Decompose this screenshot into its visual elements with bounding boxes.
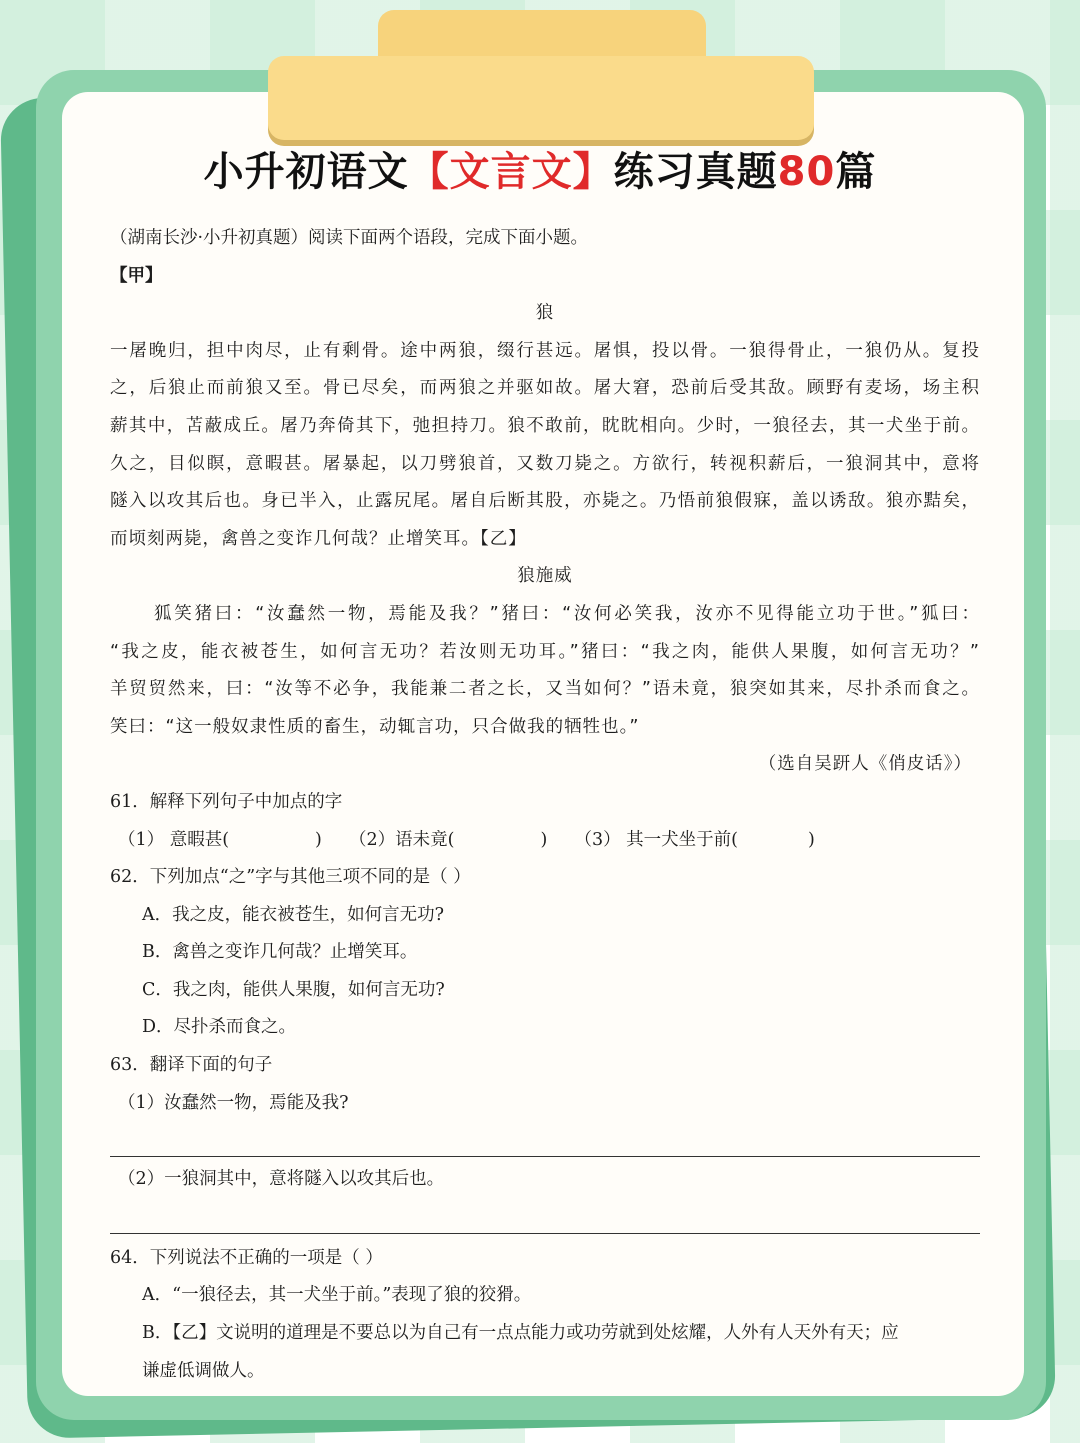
q62-option-b[interactable]: B．禽兽之变诈几何哉？止增笑耳。 <box>142 942 418 963</box>
q63-item1: （1）汝蠢然一物，焉能及我? <box>118 1092 349 1113</box>
q64-option-a[interactable]: A．“一狼径去，其一犬坐于前。”表现了狼的狡猾。 <box>142 1285 532 1306</box>
title-post: 篇 <box>835 149 877 195</box>
passage-a <box>110 295 980 558</box>
q62-stem: 62．下列加点“之”字与其他三项不同的是（ ） <box>110 867 471 888</box>
q61-item3-close: ) <box>808 829 815 850</box>
passage-a-line: 而顷刻两毙，禽兽之变诈几何哉？止增笑耳。【乙】 <box>110 528 527 549</box>
page-title <box>0 140 1080 197</box>
title-mid: 练习真题 <box>613 149 778 195</box>
q61-item1-close: ) <box>315 829 322 850</box>
passage-a-line: 之，后狼止而前狼又至。骨已尽矣，而两狼之并驱如故。屠大窘，恐前后受其敌。顾野有麦场，场主积 <box>110 378 980 399</box>
passage-b-line: 狐笑猪曰：“汝蠢然一物，焉能及我？”猪曰：“汝何必笑我，汝亦不见得能立功于世。”狐曰： <box>154 603 980 624</box>
q61-items <box>110 822 980 860</box>
title-highlight: 【文言文】 <box>408 149 614 195</box>
q63-item2: （2）一狼洞其中，意将隧入以攻其后也。 <box>118 1169 445 1190</box>
q64-stem: 64．下列说法不正确的一项是（ ） <box>110 1247 383 1268</box>
q63-answer-line-2[interactable] <box>110 1199 980 1234</box>
passage-b-line: “我之皮，能衣被苍生，如何言无功？若汝则无功耳。”猪曰：“我之肉，能供人果腹，如何言无功？” <box>110 641 980 662</box>
passage-a-line: 薪其中，苫蔽成丘。屠乃奔倚其下，弛担持刀。狼不敢前，眈眈相向。少时，一狼径去，其一犬坐于前。 <box>110 415 980 436</box>
intro-text: （湖南长沙·小升初真题）阅读下面两个语段，完成下面小题。 <box>110 228 589 248</box>
part-a-label: 【甲】 <box>110 265 163 286</box>
passage-a-title: 狼 <box>535 303 555 324</box>
passage-b-source: （选自吴趼人《俏皮话》） <box>758 754 972 775</box>
q61-stem: 61．解释下列句子中加点的字 <box>110 791 343 812</box>
q62-option-c[interactable]: C．我之肉，能供人果腹，如何言无功? <box>142 979 445 1000</box>
passage-b-line: 笑曰：“这一般奴隶性质的畜生，动辄言功，只合做我的牺牲也。” <box>110 716 640 737</box>
q63-answer-line-1[interactable] <box>110 1122 980 1157</box>
q61-item2-close: ) <box>540 829 548 850</box>
q64-option-b-cont: 谦虚低调做人。 <box>142 1360 265 1381</box>
q61-item3: （3） 其一犬坐于前( <box>574 829 738 850</box>
passage-a-line: 隧入以攻其后也。身已半入，止露尻尾。屠自后断其股，亦毙之。乃悟前狼假寐，盖以诱敌。狼亦黠矣， <box>110 491 980 512</box>
passage-b-title: 狼施威 <box>517 566 573 587</box>
title-pre: 小升初语文 <box>203 149 409 195</box>
folder-tab-front <box>268 56 814 140</box>
q61-item2: （2）语未竟( <box>349 829 455 850</box>
passage-a-line: 久之，目似瞑，意暇甚。屠暴起，以刀劈狼首，又数刀毙之。方欲行，转视积薪后，一狼洞其中，意将 <box>110 453 980 474</box>
passage-b-line: 羊贸贸然来，曰：“汝等不必争，我能兼二者之长，又当如何？”语未竟，狼突如其来，尽扑杀而食之。 <box>110 679 980 700</box>
q61-item1: （1） 意暇甚( <box>118 829 230 850</box>
title-number: 80 <box>777 149 836 195</box>
q64-option-b[interactable]: B．【乙】文说明的道理是不要总以为自己有一点点能力或功劳就到处炫耀，人外有人天外有天；应 <box>142 1323 899 1344</box>
passage-a-line: 一屠晚归，担中肉尽，止有剩骨。途中两狼，缀行甚远。屠惧，投以骨。一狼得骨止，一狼仍从。复投 <box>110 340 980 361</box>
q63-stem: 63．翻译下面的句子 <box>110 1055 273 1076</box>
passage-b <box>110 558 980 784</box>
q62-option-d[interactable]: D．尽扑杀而食之。 <box>142 1017 297 1038</box>
q62-option-a[interactable]: A．我之皮，能衣被苍生，如何言无功? <box>142 904 445 925</box>
document-body <box>110 220 980 1390</box>
